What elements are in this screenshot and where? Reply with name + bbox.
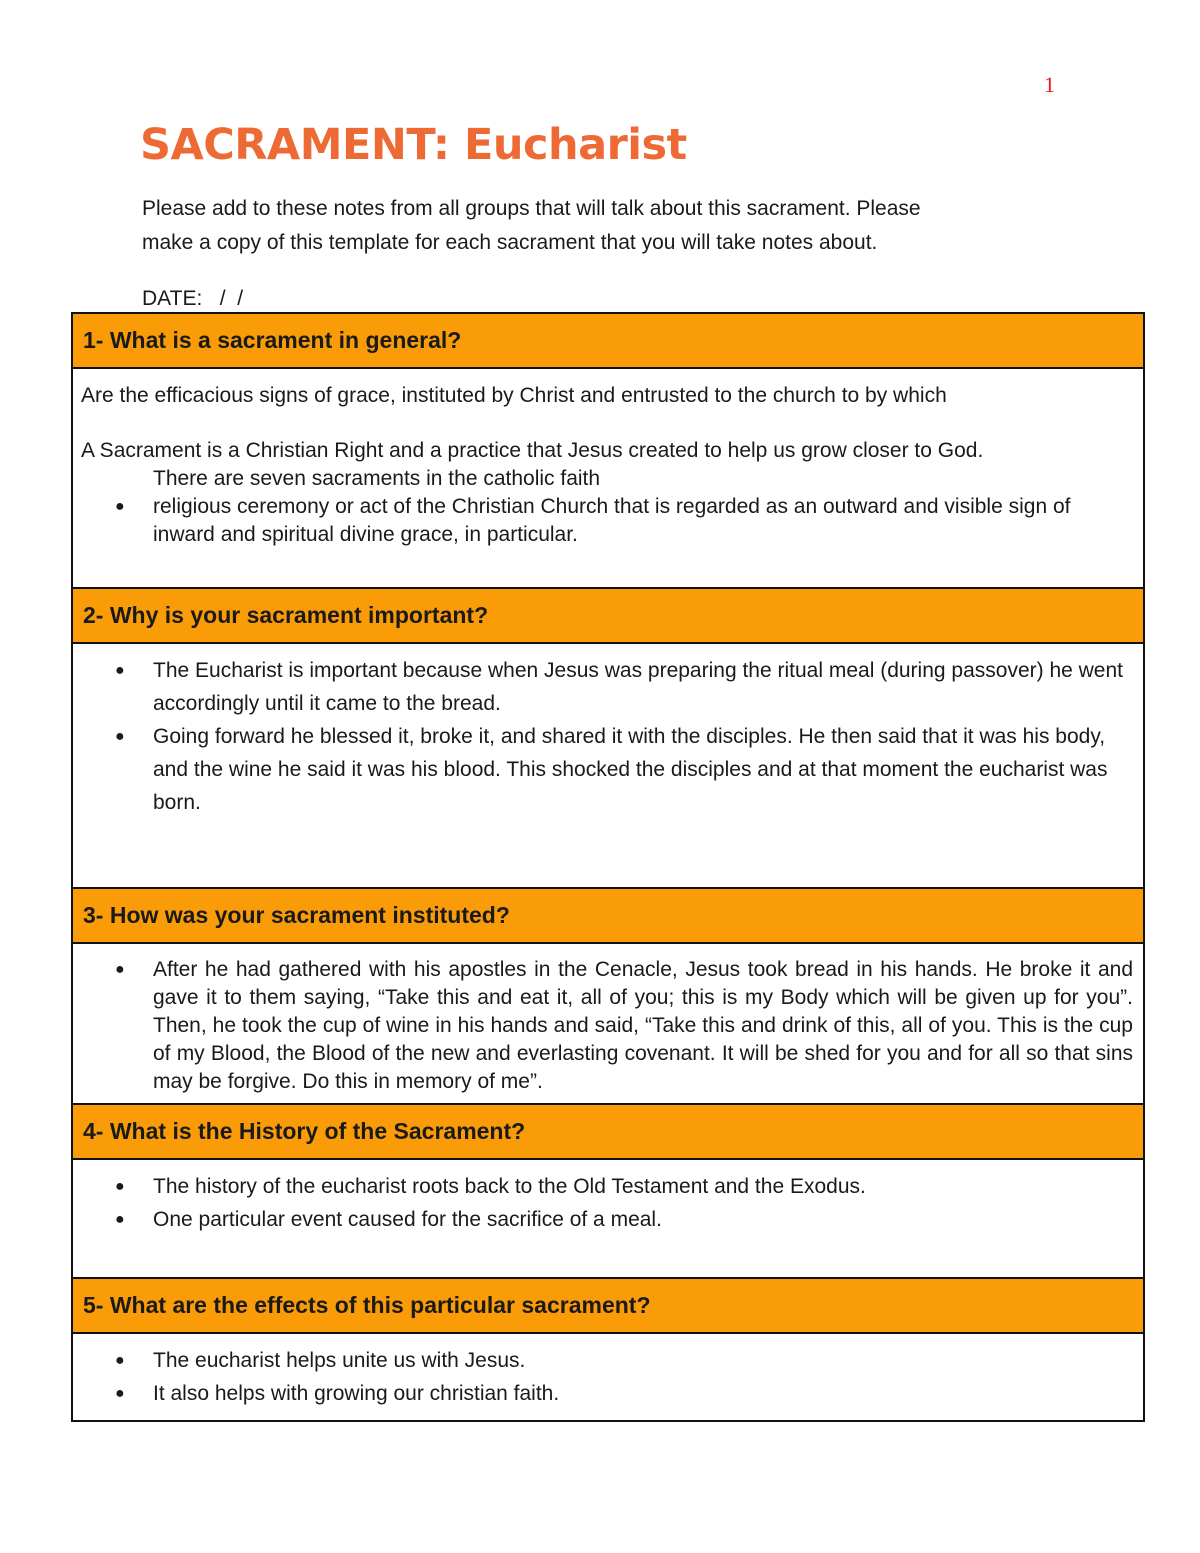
list-item-text: It also helps with growing our christian faith. [153,1382,560,1405]
section-1-paragraph-2: A Sacrament is a Christian Right and a practice that Jesus created to help us grow closer to God. [81,439,984,462]
bullet-icon: ● [115,1211,125,1228]
section-body-4 [73,1160,1143,1279]
list-item [81,1203,1133,1236]
list-item-text: The history of the eucharist roots back to the Old Testament and the Exodus. [153,1175,866,1198]
section-header-3: 3- How was your sacrament instituted? [73,889,1143,944]
list-item [81,493,1133,549]
list-item [81,1377,1133,1410]
bullet-icon: ● [115,961,125,978]
section-header-1: 1- What is a sacrament in general? [73,314,1143,369]
intro-line-2: make a copy of this template for each sacrament that you will take notes about. [142,231,878,254]
list-item [81,956,1133,1096]
section-header-2: 2- Why is your sacrament important? [73,589,1143,644]
page-number: 1 [1044,72,1055,97]
bullet-icon: ● [115,728,125,745]
list-item-text: One particular event caused for the sacrifice of a meal. [153,1208,662,1231]
list-item [81,720,1133,819]
list-item-text: After he had gathered with his apostles in the Cenacle, Jesus took bread in his hands. He broke it and gave it to them saying, “Take this and eat it, all of you; this is my Body which will be given up for you”. Then, he took the cup of wine in his hands and said, “Take this and drink of this, all of you. This is the cup of my Blood, the Blood of the new and everlasting covenant. It will be shed for you and for all so that sins may be forgive. Do this in memory of me”. [153,958,1133,1093]
list-item-text: The Eucharist is important because when Jesus was preparing the ritual meal (during passover) he went accordingly until it came to the bread. [153,659,1123,715]
list-item-text: Going forward he blessed it, broke it, and shared it with the disciples. He then said that it was his body, and the wine he said it was his blood. This shocked the disciples and at that moment the eucharist was born. [153,725,1108,814]
section-body-2 [73,644,1143,889]
section-1-paragraph-2-continued: There are seven sacraments in the catholic faith [153,467,601,490]
list-item-text: The eucharist helps unite us with Jesus. [153,1349,526,1372]
bullet-icon: ● [115,662,125,679]
section-5-bullet-list [81,1344,1133,1410]
list-item [81,654,1133,720]
section-2-bullet-list [81,654,1133,819]
list-item [81,1344,1133,1377]
bullet-icon: ● [115,1385,125,1402]
intro-text [142,192,1072,260]
intro-line-1: Please add to these notes from all groups that will talk about this sacrament. Please [142,197,921,220]
page-title: SACRAMENT: Eucharist [140,120,687,170]
section-body-1 [73,369,1143,589]
section-body-5 [73,1334,1143,1422]
list-item-text: religious ceremony or act of the Christian Church that is regarded as an outward and visible sign of inward and spiritual divine grace, in particular. [153,495,1071,546]
section-1-bullet-list [81,493,1133,549]
date-field: DATE: / / [142,287,244,310]
section-header-5: 5- What are the effects of this particular sacrament? [73,1279,1143,1334]
section-header-4: 4- What is the History of the Sacrament? [73,1105,1143,1160]
section-1-paragraph-1: Are the efficacious signs of grace, instituted by Christ and entrusted to the church to by which [81,384,947,407]
notes-table [71,312,1145,1422]
list-item [81,1170,1133,1203]
section-3-bullet-list [81,956,1133,1096]
section-body-3 [73,944,1143,1105]
bullet-icon: ● [115,1352,125,1369]
section-4-bullet-list [81,1170,1133,1236]
bullet-icon: ● [115,498,125,515]
bullet-icon: ● [115,1178,125,1195]
